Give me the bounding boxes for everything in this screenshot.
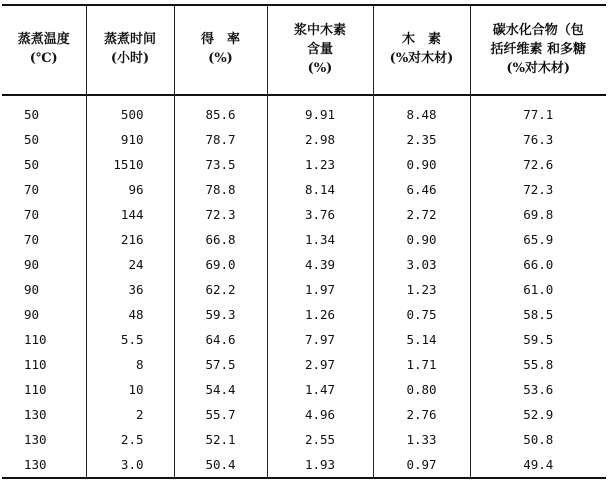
pulp-lignin-cell: 2.98 — [267, 127, 373, 152]
carbohydrate-cell: 76.3 — [470, 127, 606, 152]
wood-lignin-cell: 0.80 — [373, 377, 470, 402]
wood-lignin-cell: 0.97 — [373, 452, 470, 478]
time-cell: 216 — [86, 227, 174, 252]
carbohydrate-cell: 65.9 — [470, 227, 606, 252]
temperature-cell: 50 — [24, 132, 40, 147]
temperature-cell: 130 — [24, 407, 47, 422]
table-row — [2, 152, 606, 177]
yield-cell: 50.4 — [174, 452, 267, 478]
time-cell: 2.5 — [86, 427, 174, 452]
carbohydrate-cell: 69.8 — [470, 202, 606, 227]
wood-lignin-cell: 1.23 — [373, 277, 470, 302]
carbohydrate-cell: 77.1 — [470, 95, 606, 127]
header-unit: (℃) — [29, 51, 58, 66]
time-cell: 48 — [86, 302, 174, 327]
header-unit: (%) — [208, 51, 233, 66]
table-row — [2, 327, 606, 352]
wood-lignin-cell: 0.90 — [373, 152, 470, 177]
yield-cell: 52.1 — [174, 427, 267, 452]
pulp-lignin-cell: 1.97 — [267, 277, 373, 302]
carbohydrate-cell: 52.9 — [470, 402, 606, 427]
pulp-lignin-cell: 4.96 — [267, 402, 373, 427]
table-row — [2, 352, 606, 377]
pulp-lignin-cell: 2.55 — [267, 427, 373, 452]
table-row — [2, 177, 606, 202]
header-text: 浆中木素 — [293, 22, 346, 38]
wood-lignin-cell: 1.33 — [373, 427, 470, 452]
yield-cell: 78.7 — [174, 127, 267, 152]
yield-cell: 57.5 — [174, 352, 267, 377]
header-yield — [174, 5, 267, 95]
yield-cell: 55.7 — [174, 402, 267, 427]
pulp-lignin-cell: 2.97 — [267, 352, 373, 377]
yield-cell: 62.2 — [174, 277, 267, 302]
carbohydrate-cell: 61.0 — [470, 277, 606, 302]
wood-lignin-cell: 1.71 — [373, 352, 470, 377]
yield-cell: 69.0 — [174, 252, 267, 277]
temperature-cell: 90 — [24, 257, 40, 272]
carbohydrate-cell: 72.6 — [470, 152, 606, 177]
wood-lignin-cell: 5.14 — [373, 327, 470, 352]
pulp-lignin-cell: 9.91 — [267, 95, 373, 127]
carbohydrate-cell: 59.5 — [470, 327, 606, 352]
temperature-cell: 70 — [24, 232, 40, 247]
time-cell: 10 — [86, 377, 174, 402]
time-cell: 36 — [86, 277, 174, 302]
pulp-lignin-cell: 3.76 — [267, 202, 373, 227]
time-cell: 2 — [86, 402, 174, 427]
pulp-lignin-cell: 1.23 — [267, 152, 373, 177]
time-cell: 500 — [86, 95, 174, 127]
yield-cell: 72.3 — [174, 202, 267, 227]
wood-lignin-cell: 0.90 — [373, 227, 470, 252]
header-cooking-temperature — [2, 5, 86, 95]
table-row — [2, 377, 606, 402]
carbohydrate-cell: 49.4 — [470, 452, 606, 478]
temperature-cell: 90 — [24, 307, 40, 322]
table-row — [2, 277, 606, 302]
table-row — [2, 252, 606, 277]
time-cell: 5.5 — [86, 327, 174, 352]
header-carbohydrates — [470, 5, 606, 95]
yield-cell: 59.3 — [174, 302, 267, 327]
header-unit: (%对木材) — [389, 51, 454, 66]
header-unit: (%对木材) — [506, 60, 571, 76]
header-text: 碳水化合物（包 — [492, 22, 584, 38]
header-text: 含量 — [306, 41, 333, 57]
pulp-lignin-cell: 8.14 — [267, 177, 373, 202]
wood-lignin-cell: 2.72 — [373, 202, 470, 227]
yield-cell: 54.4 — [174, 377, 267, 402]
header-row — [2, 5, 606, 95]
carbohydrate-cell: 66.0 — [470, 252, 606, 277]
time-cell: 3.0 — [86, 452, 174, 478]
carbohydrate-cell: 58.5 — [470, 302, 606, 327]
pulp-lignin-cell: 7.97 — [267, 327, 373, 352]
header-pulp-lignin — [267, 5, 373, 95]
temperature-cell: 70 — [24, 182, 40, 197]
pulp-lignin-cell: 1.26 — [267, 302, 373, 327]
yield-cell: 85.6 — [174, 95, 267, 127]
temperature-cell: 110 — [24, 382, 47, 397]
temperature-cell: 110 — [24, 357, 47, 372]
table-row — [2, 95, 606, 127]
table-row — [2, 227, 606, 252]
table-row — [2, 202, 606, 227]
wood-lignin-cell: 2.76 — [373, 402, 470, 427]
wood-lignin-cell: 0.75 — [373, 302, 470, 327]
time-cell: 144 — [86, 202, 174, 227]
wood-lignin-cell: 3.03 — [373, 252, 470, 277]
header-unit: (%) — [307, 60, 333, 76]
temperature-cell: 70 — [24, 207, 40, 222]
temperature-cell: 50 — [24, 107, 40, 122]
temperature-cell: 90 — [24, 282, 40, 297]
time-cell: 24 — [86, 252, 174, 277]
wood-lignin-cell: 6.46 — [373, 177, 470, 202]
table-header — [2, 5, 606, 95]
table-body — [2, 95, 606, 478]
time-cell: 1510 — [86, 152, 174, 177]
carbohydrate-cell: 55.8 — [470, 352, 606, 377]
header-wood-lignin — [373, 5, 470, 95]
table-row — [2, 127, 606, 152]
carbohydrate-cell: 53.6 — [470, 377, 606, 402]
header-text: 蒸煮时间 — [103, 32, 156, 47]
table-row — [2, 452, 606, 478]
pulp-lignin-cell: 1.93 — [267, 452, 373, 478]
header-cooking-time — [86, 5, 174, 95]
header-unit: (小时) — [110, 51, 150, 66]
temperature-cell: 50 — [24, 157, 40, 172]
header-text: 得 率 — [200, 32, 240, 47]
pulp-lignin-cell: 4.39 — [267, 252, 373, 277]
temperature-cell: 110 — [24, 332, 47, 347]
temperature-cell: 130 — [24, 457, 47, 472]
time-cell: 910 — [86, 127, 174, 152]
temperature-cell: 130 — [24, 432, 47, 447]
wood-lignin-cell: 2.35 — [373, 127, 470, 152]
time-cell: 96 — [86, 177, 174, 202]
carbohydrate-cell: 50.8 — [470, 427, 606, 452]
yield-cell: 73.5 — [174, 152, 267, 177]
carbohydrate-cell: 72.3 — [470, 177, 606, 202]
pulp-lignin-cell: 1.34 — [267, 227, 373, 252]
time-cell: 8 — [86, 352, 174, 377]
cooking-results-table — [2, 4, 606, 479]
yield-cell: 78.8 — [174, 177, 267, 202]
table-row — [2, 302, 606, 327]
table-row — [2, 427, 606, 452]
table-row — [2, 402, 606, 427]
header-text: 木 素 — [401, 32, 441, 47]
yield-cell: 66.8 — [174, 227, 267, 252]
header-text: 蒸煮温度 — [17, 32, 70, 47]
header-text: 括纤维素 和多糖 — [490, 41, 587, 57]
pulp-lignin-cell: 1.47 — [267, 377, 373, 402]
wood-lignin-cell: 8.48 — [373, 95, 470, 127]
yield-cell: 64.6 — [174, 327, 267, 352]
data-table-container — [2, 4, 606, 479]
